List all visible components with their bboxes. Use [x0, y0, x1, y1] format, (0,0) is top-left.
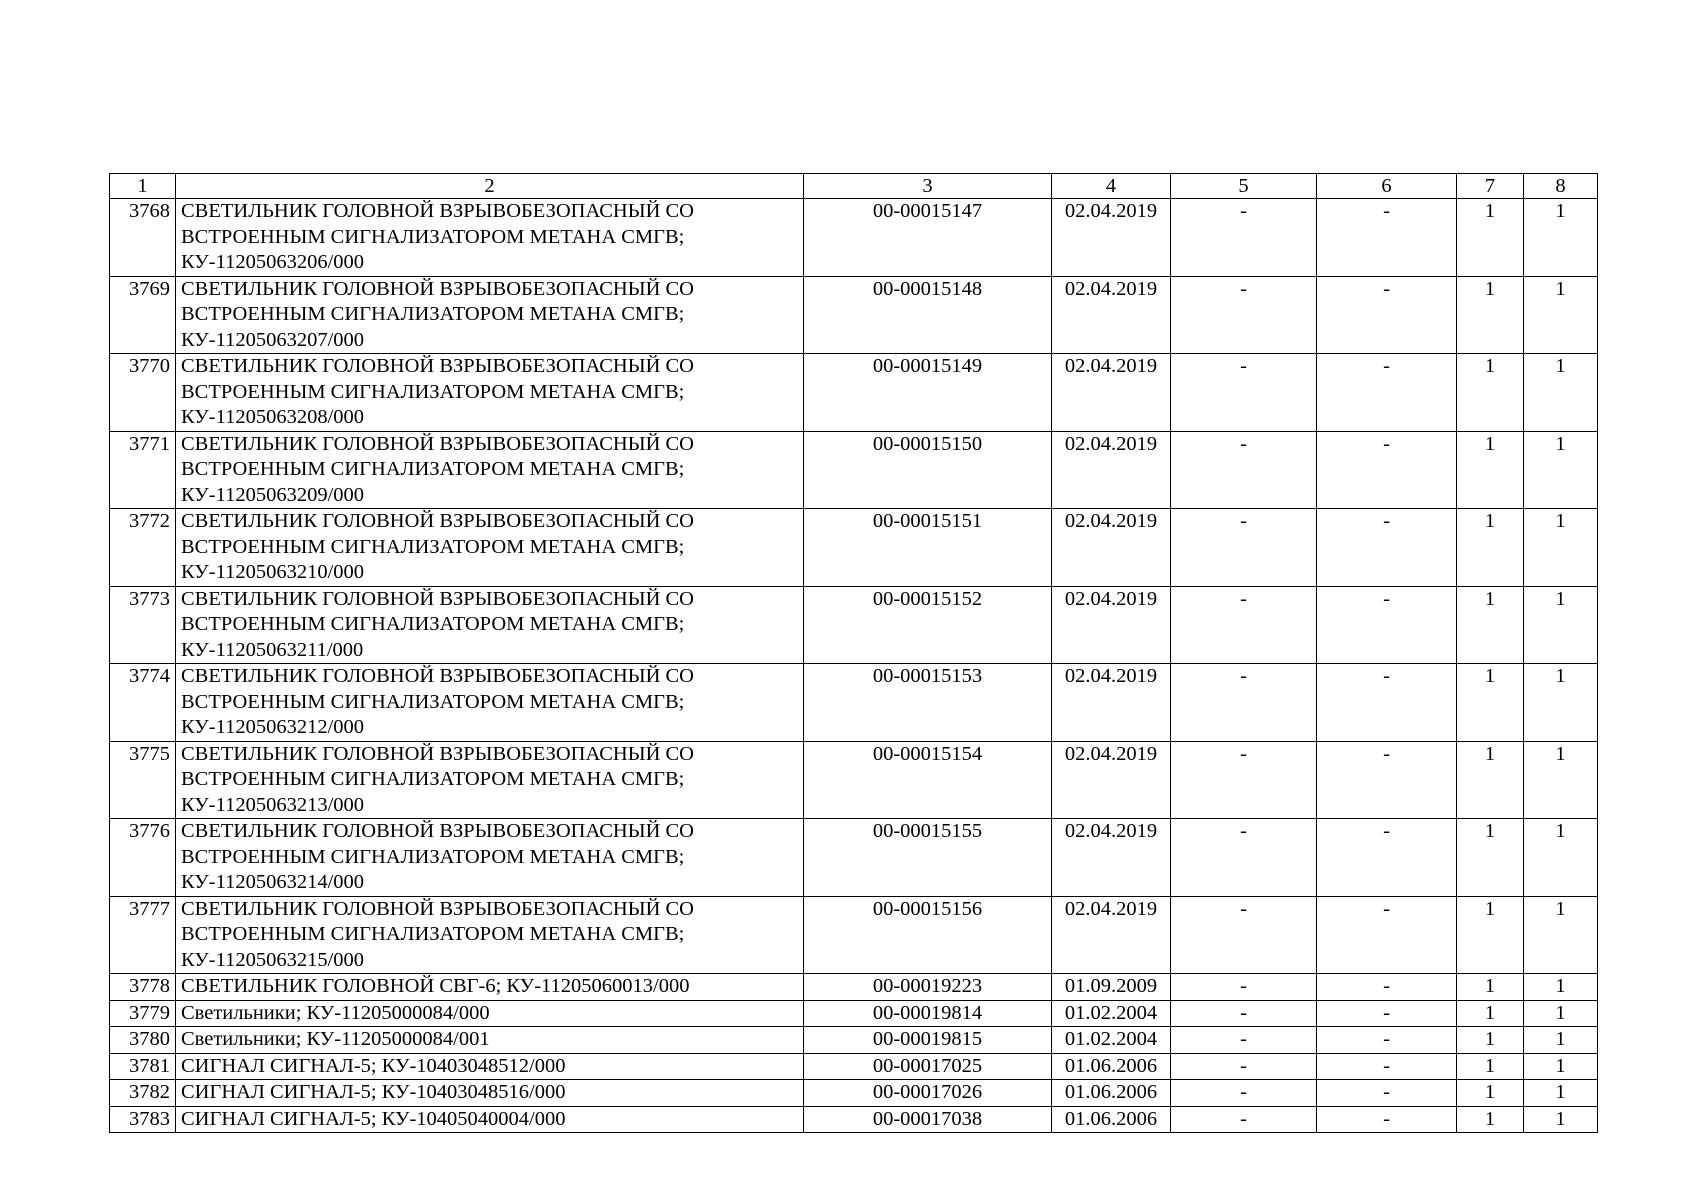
col5-cell: - — [1171, 509, 1317, 587]
inventory-number-cell: 00-00015156 — [804, 896, 1052, 974]
header-cell-8: 8 — [1524, 174, 1598, 199]
row-number-cell: 3770 — [110, 354, 176, 432]
col5-cell: - — [1171, 896, 1317, 974]
item-name-cell: СИГНАЛ СИГНАЛ-5; КУ-10403048512/000 — [176, 1053, 804, 1080]
table-row — [110, 974, 1598, 1001]
row-number-cell: 3769 — [110, 276, 176, 354]
date-cell: 01.02.2004 — [1052, 1000, 1171, 1027]
table-row — [110, 1080, 1598, 1107]
row-number-cell: 3781 — [110, 1053, 176, 1080]
row-number-cell: 3776 — [110, 819, 176, 897]
item-name-cell: СИГНАЛ СИГНАЛ-5; КУ-10405040004/000 — [176, 1106, 804, 1133]
col8-cell: 1 — [1524, 586, 1598, 664]
item-name-cell: СВЕТИЛЬНИК ГОЛОВНОЙ СВГ-6; КУ-11205060013/000 — [176, 974, 804, 1001]
inventory-number-cell: 00-00017026 — [804, 1080, 1052, 1107]
date-cell: 01.06.2006 — [1052, 1080, 1171, 1107]
row-number-cell: 3779 — [110, 1000, 176, 1027]
col5-cell: - — [1171, 431, 1317, 509]
item-name-cell: СВЕТИЛЬНИК ГОЛОВНОЙ ВЗРЫВОБЕЗОПАСНЫЙ СО ВСТРОЕННЫМ СИГНАЛИЗАТОРОМ МЕТАНА СМГВ; КУ-11205063207/000 — [176, 276, 804, 354]
col8-cell: 1 — [1524, 896, 1598, 974]
date-cell: 02.04.2019 — [1052, 509, 1171, 587]
header-cell-3: 3 — [804, 174, 1052, 199]
col8-cell: 1 — [1524, 276, 1598, 354]
col8-cell: 1 — [1524, 741, 1598, 819]
date-cell: 02.04.2019 — [1052, 431, 1171, 509]
col5-cell: - — [1171, 586, 1317, 664]
col7-cell: 1 — [1457, 586, 1524, 664]
item-name-cell: СВЕТИЛЬНИК ГОЛОВНОЙ ВЗРЫВОБЕЗОПАСНЫЙ СО ВСТРОЕННЫМ СИГНАЛИЗАТОРОМ МЕТАНА СМГВ; КУ-11205063212/000 — [176, 664, 804, 742]
table-row — [110, 199, 1598, 277]
col5-cell: - — [1171, 1053, 1317, 1080]
col5-cell: - — [1171, 276, 1317, 354]
header-cell-7: 7 — [1457, 174, 1524, 199]
col8-cell: 1 — [1524, 1053, 1598, 1080]
table-row — [110, 1106, 1598, 1133]
item-name-cell: СВЕТИЛЬНИК ГОЛОВНОЙ ВЗРЫВОБЕЗОПАСНЫЙ СО ВСТРОЕННЫМ СИГНАЛИЗАТОРОМ МЕТАНА СМГВ; КУ-11205063213/000 — [176, 741, 804, 819]
date-cell: 02.04.2019 — [1052, 354, 1171, 432]
row-number-cell: 3780 — [110, 1027, 176, 1054]
date-cell: 01.06.2006 — [1052, 1106, 1171, 1133]
row-number-cell: 3768 — [110, 199, 176, 277]
inventory-number-cell: 00-00017038 — [804, 1106, 1052, 1133]
col6-cell: - — [1317, 741, 1457, 819]
table-row — [110, 819, 1598, 897]
header-cell-4: 4 — [1052, 174, 1171, 199]
date-cell: 02.04.2019 — [1052, 819, 1171, 897]
col7-cell: 1 — [1457, 1027, 1524, 1054]
col7-cell: 1 — [1457, 276, 1524, 354]
col6-cell: - — [1317, 431, 1457, 509]
col5-cell: - — [1171, 741, 1317, 819]
col6-cell: - — [1317, 974, 1457, 1001]
col5-cell: - — [1171, 819, 1317, 897]
col6-cell: - — [1317, 1106, 1457, 1133]
date-cell: 02.04.2019 — [1052, 664, 1171, 742]
table-row — [110, 276, 1598, 354]
item-name-cell: СВЕТИЛЬНИК ГОЛОВНОЙ ВЗРЫВОБЕЗОПАСНЫЙ СО ВСТРОЕННЫМ СИГНАЛИЗАТОРОМ МЕТАНА СМГВ; КУ-11205063210/000 — [176, 509, 804, 587]
col7-cell: 1 — [1457, 664, 1524, 742]
col8-cell: 1 — [1524, 1106, 1598, 1133]
inventory-table — [109, 173, 1598, 1133]
col6-cell: - — [1317, 199, 1457, 277]
col7-cell: 1 — [1457, 819, 1524, 897]
col7-cell: 1 — [1457, 1053, 1524, 1080]
col7-cell: 1 — [1457, 1000, 1524, 1027]
date-cell: 02.04.2019 — [1052, 896, 1171, 974]
col6-cell: - — [1317, 896, 1457, 974]
col5-cell: - — [1171, 1080, 1317, 1107]
item-name-cell: СВЕТИЛЬНИК ГОЛОВНОЙ ВЗРЫВОБЕЗОПАСНЫЙ СО ВСТРОЕННЫМ СИГНАЛИЗАТОРОМ МЕТАНА СМГВ; КУ-11205063206/000 — [176, 199, 804, 277]
inventory-number-cell: 00-00015150 — [804, 431, 1052, 509]
col6-cell: - — [1317, 509, 1457, 587]
col8-cell: 1 — [1524, 509, 1598, 587]
date-cell: 01.06.2006 — [1052, 1053, 1171, 1080]
row-number-cell: 3782 — [110, 1080, 176, 1107]
date-cell: 01.09.2009 — [1052, 974, 1171, 1001]
inventory-number-cell: 00-00019815 — [804, 1027, 1052, 1054]
item-name-cell: СВЕТИЛЬНИК ГОЛОВНОЙ ВЗРЫВОБЕЗОПАСНЫЙ СО ВСТРОЕННЫМ СИГНАЛИЗАТОРОМ МЕТАНА СМГВ; КУ-11205063211/000 — [176, 586, 804, 664]
col7-cell: 1 — [1457, 509, 1524, 587]
col6-cell: - — [1317, 1053, 1457, 1080]
table-row — [110, 664, 1598, 742]
item-name-cell: СВЕТИЛЬНИК ГОЛОВНОЙ ВЗРЫВОБЕЗОПАСНЫЙ СО ВСТРОЕННЫМ СИГНАЛИЗАТОРОМ МЕТАНА СМГВ; КУ-11205063208/000 — [176, 354, 804, 432]
row-number-cell: 3774 — [110, 664, 176, 742]
col5-cell: - — [1171, 664, 1317, 742]
col8-cell: 1 — [1524, 199, 1598, 277]
table-body — [110, 199, 1598, 1133]
date-cell: 02.04.2019 — [1052, 586, 1171, 664]
header-cell-6: 6 — [1317, 174, 1457, 199]
table-row — [110, 1000, 1598, 1027]
table-row — [110, 1027, 1598, 1054]
inventory-number-cell: 00-00015151 — [804, 509, 1052, 587]
inventory-number-cell: 00-00019223 — [804, 974, 1052, 1001]
col7-cell: 1 — [1457, 741, 1524, 819]
row-number-cell: 3771 — [110, 431, 176, 509]
inventory-number-cell: 00-00015154 — [804, 741, 1052, 819]
col5-cell: - — [1171, 974, 1317, 1001]
col5-cell: - — [1171, 1000, 1317, 1027]
col5-cell: - — [1171, 1106, 1317, 1133]
col7-cell: 1 — [1457, 1106, 1524, 1133]
col8-cell: 1 — [1524, 431, 1598, 509]
date-cell: 02.04.2019 — [1052, 276, 1171, 354]
header-cell-1: 1 — [110, 174, 176, 199]
row-number-cell: 3773 — [110, 586, 176, 664]
table-header — [110, 174, 1598, 199]
col6-cell: - — [1317, 276, 1457, 354]
item-name-cell: СВЕТИЛЬНИК ГОЛОВНОЙ ВЗРЫВОБЕЗОПАСНЫЙ СО ВСТРОЕННЫМ СИГНАЛИЗАТОРОМ МЕТАНА СМГВ; КУ-11205063215/000 — [176, 896, 804, 974]
col8-cell: 1 — [1524, 664, 1598, 742]
col7-cell: 1 — [1457, 1080, 1524, 1107]
col8-cell: 1 — [1524, 974, 1598, 1001]
col6-cell: - — [1317, 664, 1457, 742]
col5-cell: - — [1171, 199, 1317, 277]
header-cell-5: 5 — [1171, 174, 1317, 199]
col7-cell: 1 — [1457, 974, 1524, 1001]
table-row — [110, 741, 1598, 819]
col7-cell: 1 — [1457, 354, 1524, 432]
row-number-cell: 3775 — [110, 741, 176, 819]
col8-cell: 1 — [1524, 354, 1598, 432]
item-name-cell: СИГНАЛ СИГНАЛ-5; КУ-10403048516/000 — [176, 1080, 804, 1107]
inventory-number-cell: 00-00015155 — [804, 819, 1052, 897]
col8-cell: 1 — [1524, 1027, 1598, 1054]
inventory-number-cell: 00-00015148 — [804, 276, 1052, 354]
inventory-number-cell: 00-00015147 — [804, 199, 1052, 277]
col8-cell: 1 — [1524, 819, 1598, 897]
col7-cell: 1 — [1457, 896, 1524, 974]
col7-cell: 1 — [1457, 431, 1524, 509]
table-row — [110, 1053, 1598, 1080]
inventory-number-cell: 00-00015152 — [804, 586, 1052, 664]
inventory-number-cell: 00-00015153 — [804, 664, 1052, 742]
row-number-cell: 3777 — [110, 896, 176, 974]
col6-cell: - — [1317, 1000, 1457, 1027]
date-cell: 02.04.2019 — [1052, 199, 1171, 277]
item-name-cell: СВЕТИЛЬНИК ГОЛОВНОЙ ВЗРЫВОБЕЗОПАСНЫЙ СО ВСТРОЕННЫМ СИГНАЛИЗАТОРОМ МЕТАНА СМГВ; КУ-11205063209/000 — [176, 431, 804, 509]
row-number-cell: 3778 — [110, 974, 176, 1001]
date-cell: 01.02.2004 — [1052, 1027, 1171, 1054]
col7-cell: 1 — [1457, 199, 1524, 277]
col8-cell: 1 — [1524, 1080, 1598, 1107]
col6-cell: - — [1317, 586, 1457, 664]
table-row — [110, 896, 1598, 974]
col6-cell: - — [1317, 1027, 1457, 1054]
table-row — [110, 354, 1598, 432]
header-cell-2: 2 — [176, 174, 804, 199]
inventory-number-cell: 00-00019814 — [804, 1000, 1052, 1027]
col6-cell: - — [1317, 1080, 1457, 1107]
table-row — [110, 586, 1598, 664]
col8-cell: 1 — [1524, 1000, 1598, 1027]
header-row — [110, 174, 1598, 199]
col5-cell: - — [1171, 1027, 1317, 1054]
table-row — [110, 431, 1598, 509]
row-number-cell: 3783 — [110, 1106, 176, 1133]
inventory-number-cell: 00-00017025 — [804, 1053, 1052, 1080]
inventory-number-cell: 00-00015149 — [804, 354, 1052, 432]
date-cell: 02.04.2019 — [1052, 741, 1171, 819]
table-row — [110, 509, 1598, 587]
col6-cell: - — [1317, 354, 1457, 432]
item-name-cell: СВЕТИЛЬНИК ГОЛОВНОЙ ВЗРЫВОБЕЗОПАСНЫЙ СО ВСТРОЕННЫМ СИГНАЛИЗАТОРОМ МЕТАНА СМГВ; КУ-11205063214/000 — [176, 819, 804, 897]
col6-cell: - — [1317, 819, 1457, 897]
item-name-cell: Светильники; КУ-11205000084/001 — [176, 1027, 804, 1054]
col5-cell: - — [1171, 354, 1317, 432]
row-number-cell: 3772 — [110, 509, 176, 587]
item-name-cell: Светильники; КУ-11205000084/000 — [176, 1000, 804, 1027]
